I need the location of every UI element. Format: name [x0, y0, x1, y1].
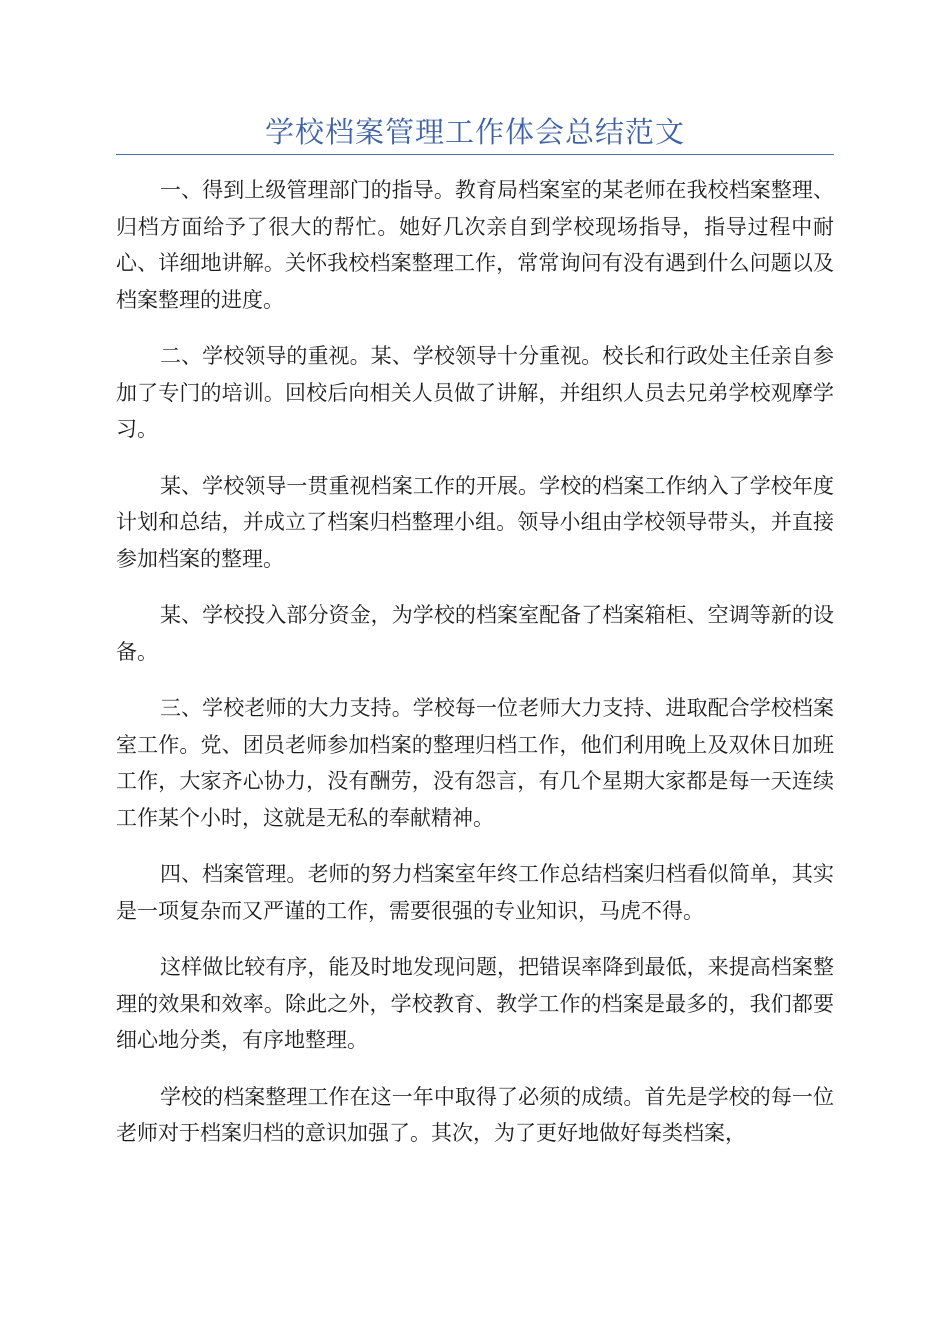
- paragraph-1: 一、得到上级管理部门的指导。教育局档案室的某老师在我校档案整理、归档方面给予了很大的帮忙。她好几次亲自到学校现场指导，指导过程中耐心、详细地讲解。关怀我校档案整理工作，常常询问有没有遇到什么问题以及档案整理的进度。: [116, 178, 834, 312]
- document-body: [116, 172, 834, 1172]
- title-underline-divider: [116, 154, 834, 155]
- paragraph-4: 某、学校投入部分资金，为学校的档案室配备了档案箱柜、空调等新的设备。: [116, 603, 834, 664]
- paragraph-3: 某、学校领导一贯重视档案工作的开展。学校的档案工作纳入了学校年度计划和总结，并成立了档案归档整理小组。领导小组由学校领导带头，并直接参加档案的整理。: [116, 473, 834, 571]
- paragraph-8: 学校的档案整理工作在这一年中取得了必须的成绩。首先是学校的每一位老师对于档案归档的意识加强了。其次，为了更好地做好每类档案，: [116, 1084, 834, 1145]
- document-title: 学校档案管理工作体会总结范文: [264, 115, 685, 149]
- paragraph-7: 这样做比较有序，能及时地发现问题，把错误率降到最低，来提高档案整理的效果和效率。除此之外，学校教育、教学工作的档案是最多的，我们都要细心地分类，有序地整理。: [116, 955, 834, 1052]
- paragraph-5: 三、学校老师的大力支持。学校每一位老师大力支持、进取配合学校档案室工作。党、团员老师参加档案的整理归档工作，他们利用晚上及双休日加班工作，大家齐心协力，没有酬劳，没有怨言，有几个星期大家都是每一天连续工作某个小时，这就是无私的奉献精神。: [116, 696, 834, 830]
- paragraph-6: 四、档案管理。老师的努力档案室年终工作总结档案归档看似简单，其实是一项复杂而又严谨的工作，需要很强的专业知识，马虎不得。: [116, 862, 834, 923]
- paragraph-2: 二、学校领导的重视。某、学校领导十分重视。校长和行政处主任亲自参加了专门的培训。回校后向相关人员做了讲解，并组织人员去兄弟学校观摩学习。: [116, 344, 834, 441]
